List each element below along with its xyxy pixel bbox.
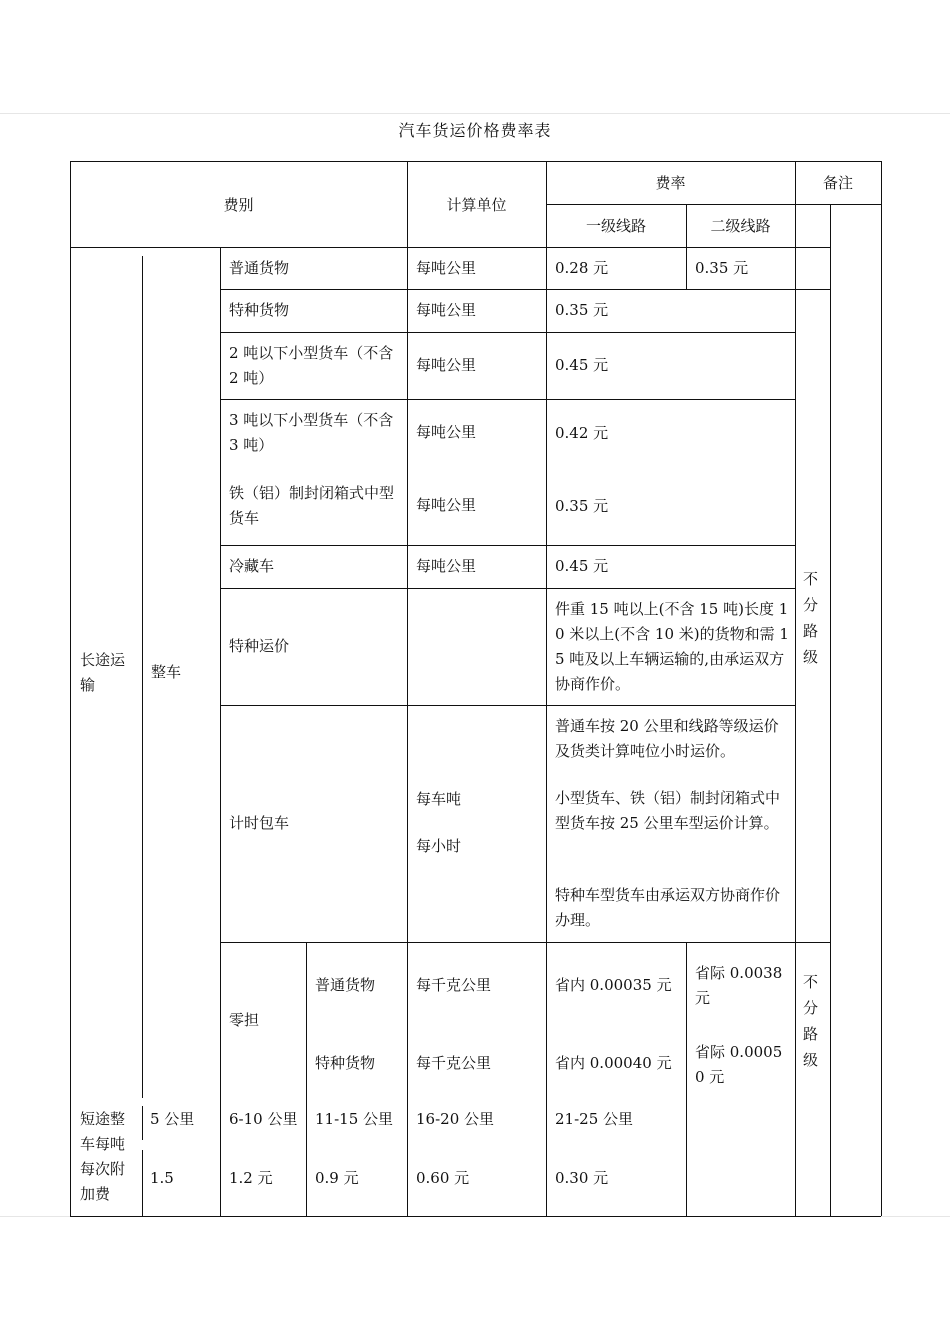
row-rate: 0.35 元 [555,497,609,515]
ltl-inter-province-general: 省际 0.0038 元 [695,964,783,1007]
grid-line [881,161,882,1216]
row-name: 冷藏车 [229,557,275,575]
short-distance: 5 公里 [150,1110,195,1128]
grid-line [70,1216,881,1217]
header-category: 费别 [223,196,254,214]
ltl-inter-province-special: 省际 0.00050 元 [695,1043,783,1086]
page-title: 汽车货运价格费率表 [398,121,552,140]
short-fee: 0.60 元 [416,1169,470,1187]
row-name: 普通货物 [229,259,290,277]
row-unit: 每吨公里 [416,423,477,441]
header-route-2: 二级线路 [710,217,771,235]
grid-line [70,247,830,248]
grid-line [220,247,221,1216]
row-rate-route-2: 0.35 元 [695,259,749,277]
ltl-name: 零担 [229,1011,260,1029]
short-distance: 11-15 公里 [315,1110,394,1128]
grid-line [142,256,143,1098]
row-name: 铁（铝）制封闭箱式中型货车 [229,484,395,527]
grid-line [220,289,830,290]
grid-line [220,332,796,333]
remark-no-grade: 不分路级 [803,570,819,666]
ltl-in-province-general: 省内 0.00035 元 [555,976,672,994]
row-name: 特种货物 [229,301,290,319]
grid-line [546,161,547,1216]
short-distance: 6-10 公里 [229,1110,298,1128]
short-fee: 1.2 元 [229,1169,273,1187]
hourly-note: 特种车型货车由承运双方协商作价办理。 [555,886,781,929]
row-name: 3 吨以下小型货车（不含 3 吨） [229,411,394,454]
row-rate: 0.35 元 [555,301,609,319]
grid-line [686,942,687,1216]
hourly-name: 计时包车 [229,814,290,832]
short-distance: 16-20 公里 [416,1110,495,1128]
row-unit: 每吨公里 [416,301,477,319]
short-fee: 0.9 元 [315,1169,359,1187]
row-unit: 每吨公里 [416,259,477,277]
row-rate: 0.45 元 [555,557,609,575]
header-remark: 备注 [822,174,853,192]
grid-line [220,588,796,589]
long-distance-label: 长途运输 [80,651,126,694]
ltl-in-province-special: 省内 0.00040 元 [555,1054,672,1072]
hourly-note: 普通车按 20 公里和线路等级运价及货类计算吨位小时运价。 [555,717,779,760]
row-rate-route-1: 0.28 元 [555,259,609,277]
row-name: 特种运价 [229,637,290,655]
full-load-label: 整车 [151,663,182,681]
grid-line [142,1150,143,1216]
hourly-unit-ton: 每车吨 [416,790,462,808]
ltl-unit-general: 每千克公里 [416,976,492,994]
grid-line [142,1106,143,1140]
ltl-unit-special: 每千克公里 [416,1054,492,1072]
grid-line [306,942,307,1216]
short-distance: 21-25 公里 [555,1110,634,1128]
grid-line [220,705,796,706]
grid-line [220,399,796,400]
page-top-rule [0,113,950,114]
grid-line [407,161,408,1216]
hourly-note: 小型货车、铁（铝）制封闭箱式中型货车按 25 公里车型运价计算。 [555,789,781,832]
header-route-1: 一级线路 [585,217,646,235]
row-rate: 0.45 元 [555,356,609,374]
short-distance-label: 短途整车每吨每次附加费 [80,1110,126,1203]
short-fee: 1.5 [150,1169,174,1187]
row-rate-note: 件重 15 吨以上(不含 15 吨)长度 10 米以上(不含 10 米)的货物和需 15 吨及以上车辆运输的,由承运双方协商作价。 [555,600,789,693]
grid-line [795,161,796,1216]
row-name: 2 吨以下小型货车（不含 2 吨） [229,344,394,387]
row-rate: 0.42 元 [555,424,609,442]
row-unit: 每吨公里 [416,356,477,374]
grid-line [220,942,830,943]
grid-line [70,161,71,1216]
header-rate: 费率 [655,174,686,192]
ltl-general: 普通货物 [315,976,376,994]
ltl-special: 特种货物 [315,1054,376,1072]
row-unit: 每吨公里 [416,496,477,514]
header-unit: 计算单位 [446,196,507,214]
grid-line [220,545,796,546]
grid-line [830,204,831,1216]
short-fee: 0.30 元 [555,1169,609,1187]
grid-line [70,161,881,162]
ltl-remark-no-grade: 不分路级 [803,973,819,1069]
row-unit: 每吨公里 [416,557,477,575]
hourly-unit-hour: 每小时 [416,837,462,855]
